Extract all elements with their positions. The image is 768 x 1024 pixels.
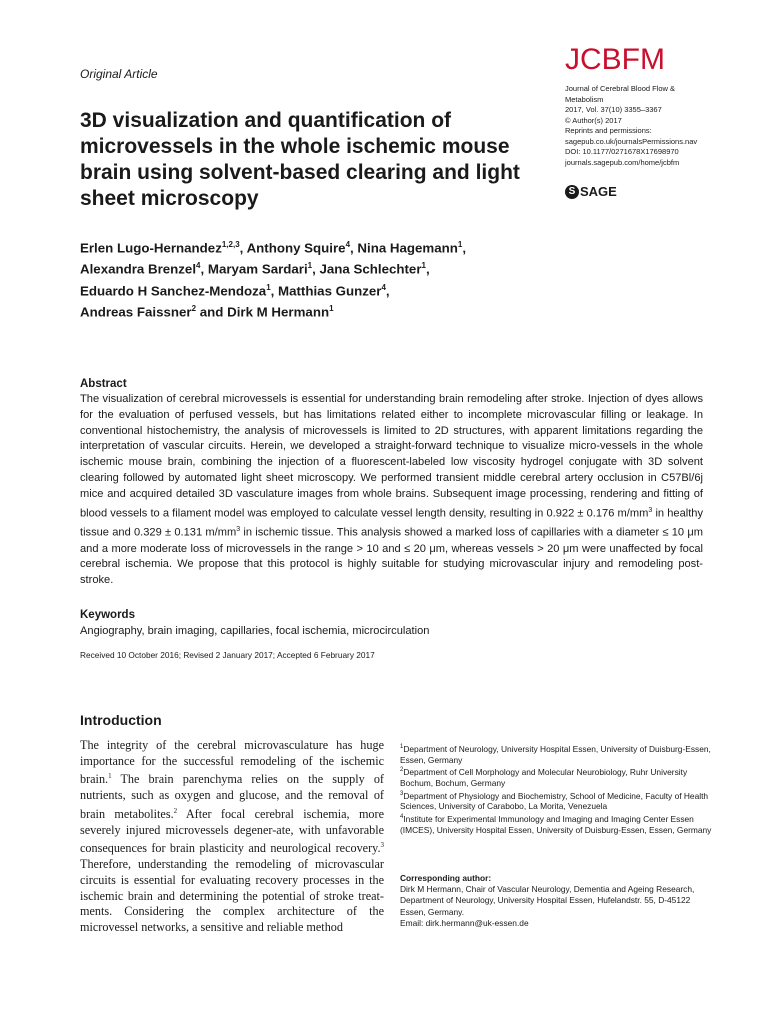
- journal-info: [565, 84, 715, 168]
- author-affiliation: 1: [457, 240, 463, 249]
- author-name: Erlen Lugo-Hernandez: [80, 240, 222, 256]
- affiliation-text: Department of Neurology, University Hospital Essen, University of Duisburg-Essen, Essen, Germany: [400, 743, 711, 765]
- author-separator: ,: [385, 283, 390, 299]
- author-name: Maryam Sardari: [207, 261, 308, 277]
- author-affiliation: 1: [266, 282, 271, 292]
- sage-mark-icon: S: [565, 185, 579, 199]
- journal-info-line: 2017, Vol. 37(10) 3355–3367: [565, 105, 662, 114]
- author-separator: ,: [270, 283, 279, 299]
- affiliation-number: 1: [400, 744, 404, 750]
- intro-part: Therefore, understanding the remodeling of microvascular circuits is essential for evaluating recovery processes in the ischemic brain and determining the potential of stroke treat-ments. Considering the complex architecture of the microvessel networks, a sensitive and reliable method: [80, 857, 384, 934]
- corresponding-email[interactable]: Email: dirk.hermann@uk-essen.de: [400, 917, 529, 928]
- intro-part: The integrity of the cerebral microvasculature has huge importance for the successful remodeling of the ischemic brain.: [80, 738, 384, 787]
- author-affiliation: 1,2,3: [221, 240, 240, 249]
- keywords-text: Angiography, brain imaging, capillaries, focal ischemia, microcirculation: [80, 625, 430, 637]
- journal-logo: JCBFM: [565, 43, 665, 76]
- author-affiliation: 4: [381, 282, 386, 292]
- affiliations: [400, 742, 712, 836]
- author-name: Dirk M Hermann: [227, 304, 330, 320]
- abstract-heading: Abstract: [80, 378, 127, 390]
- corresponding-author: [400, 884, 712, 929]
- author-separator: ,: [312, 261, 320, 277]
- journal-info-line: Metabolism: [565, 94, 604, 104]
- introduction-text: [80, 738, 384, 936]
- author-separator: ,: [425, 261, 430, 277]
- author-separator: ,: [350, 240, 358, 256]
- abstract-part: in healthy tissue and 0.329 ± 0.131 m/mm: [80, 507, 704, 539]
- abstract-part: The visualization of cerebral microvessels is essential for understanding brain remodeling after stroke. Injection of dyes allows for the evaluation of perfused vessels, but has limitations related either to incomplete microvascular filling or leakage. In conventional histochemistry, the analysis of microvessels is limited to 2D structures, with apparent limitations regarding the interpretation of vascular circuits. Herein, we developed a straight-forward technique to visualize micro-vessels in the whole ischemic mouse brain, combining the injection of a fluorescent-labeled low viscosity hydrogel conjugate with 3D solvent clearing followed by automated light sheet microscopy. We performed transient middle cerebral artery occlusion in C57Bl/6j mice and acquired detailed 3D vasculature images from whole brains. Subsequent image processing, rendering and fitting of blood vessels to a filament model was employed to calculate vessel length density, resulting in 0.922 ± 0.176 m/mm: [80, 393, 703, 520]
- affiliation: [400, 812, 712, 835]
- keywords-heading: Keywords: [80, 609, 135, 621]
- citation[interactable]: 1: [108, 772, 112, 781]
- doi-link[interactable]: DOI: 10.1177/0271678X17698970: [565, 147, 679, 156]
- affiliation-number: 3: [400, 790, 404, 797]
- corresponding-heading: Corresponding author:: [400, 873, 492, 883]
- journal-home-link[interactable]: journals.sagepub.com/home/jcbfm: [565, 157, 680, 167]
- citation[interactable]: 2: [173, 806, 178, 815]
- introduction-heading: Introduction: [80, 712, 162, 728]
- author-affiliation: 1: [307, 261, 313, 271]
- affiliation: [400, 789, 712, 812]
- author-name: Anthony Squire: [246, 240, 346, 256]
- author-separator: ,: [200, 261, 208, 277]
- article-type: Original Article: [80, 67, 158, 81]
- author-affiliation: 4: [345, 240, 351, 249]
- corresponding-address: Dirk M Hermann, Chair of Vascular Neurology, Dementia and Ageing Research, Department of Neurology, University Hospital Essen, Hufelandstr. 55, D-45122 Essen, Germany.: [400, 884, 695, 917]
- unit-exponent: 3: [648, 506, 653, 514]
- journal-info-line[interactable]: sagepub.co.uk/journalsPermissions.nav: [565, 136, 698, 146]
- affiliation-text: Department of Cell Morphology and Molecular Neurobiology, Ruhr University Bochum, Bochum, Germany: [400, 767, 688, 788]
- author-name: Andreas Faissner: [80, 304, 192, 320]
- publisher-logo: [565, 184, 617, 199]
- publisher-name: SAGE: [580, 184, 617, 199]
- affiliation-text: Department of Physiology and Biochemistry, School of Medicine, Faculty of Health Sciences, University of Carabobo, La Morita, Venezuela: [400, 790, 709, 812]
- affiliation: [400, 765, 712, 788]
- abstract-part: in ischemic tissue. This analysis showed a marked loss of capillaries with a diameter ≤ 10 μm and a more moderate loss of microvessels in the range > 10 and ≤ 20 μm, whereas vessels > 20 μm were unaffected by focal cerebral ischemia. We propose that this protocol is highly suitable for studying microvascular injury and remodeling post-stroke.: [80, 526, 703, 587]
- author-separator: ,: [239, 240, 247, 256]
- affiliation-number: 2: [400, 767, 404, 774]
- author-name: Jana Schlechter: [319, 261, 422, 277]
- author-affiliation: 1: [329, 304, 334, 314]
- author-affiliation: 4: [196, 261, 201, 271]
- journal-info-line: Journal of Cerebral Blood Flow &: [565, 84, 676, 93]
- author-name: Eduardo H Sanchez-Mendoza: [80, 283, 267, 299]
- affiliation-text: Institute for Experimental Immunology and Imaging and Imaging Center Essen (IMCES), University Hospital Essen, University of Duisburg-Essen, Essen, Germany: [400, 813, 712, 835]
- affiliation-number: 4: [400, 814, 404, 821]
- author-affiliation: 2: [191, 304, 197, 314]
- author-name: Alexandra Brenzel: [80, 261, 197, 277]
- intro-part: After focal cerebral ischemia, more severely injured microvessels degener-ate, with unfavorable consequences for brain plasticity and neurological recovery.: [80, 806, 384, 856]
- author-name: Matthias Gunzer: [278, 283, 382, 299]
- affiliation: [400, 742, 712, 765]
- author-separator: ,: [462, 240, 467, 256]
- unit-exponent: 3: [236, 526, 241, 534]
- intro-part: The brain parenchyma relies on the supply of nutrients, such as oxygen and glucose, and the removal of brain metabolites.: [80, 772, 384, 821]
- abstract-text: [80, 392, 703, 589]
- paper-title: 3D visualization and quantification of microvessels in the whole ischemic mouse brain using solvent-based clearing and light sheet microscopy: [80, 109, 520, 210]
- author-name: Nina Hagemann: [357, 240, 458, 256]
- author-list: [80, 236, 550, 322]
- received-dates: Received 10 October 2016; Revised 2 January 2017; Accepted 6 February 2017: [80, 650, 375, 660]
- journal-info-line: © Author(s) 2017: [565, 115, 622, 125]
- citation[interactable]: 3: [380, 841, 384, 850]
- author-separator: and: [196, 304, 228, 320]
- journal-info-line[interactable]: Reprints and permissions:: [565, 126, 652, 135]
- author-affiliation: 1: [421, 261, 426, 271]
